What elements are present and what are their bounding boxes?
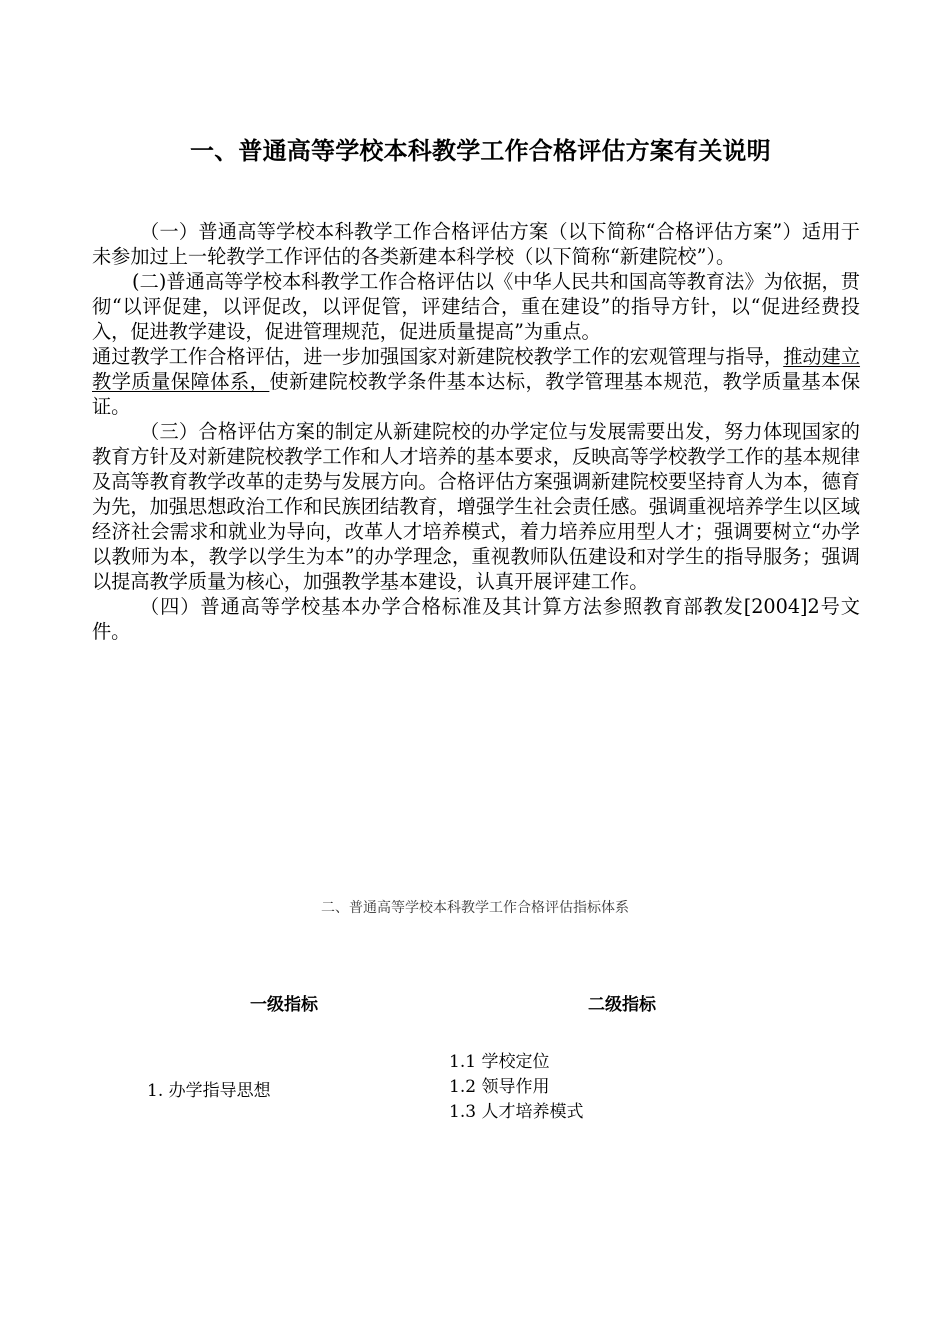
section-2-title: 二、普通高等学校本科教学工作合格评估指标体系 — [321, 900, 629, 916]
paragraph-2-text-b: 使新建院校教学条件基本达标，教学管理基本规范，教学质量基本保证。 — [92, 370, 861, 418]
explanation-body — [92, 219, 860, 644]
paragraph-2: (二)普通高等学校本科教学工作合格评估以《中华人民共和国高等教育法》为依据，贯彻“以评促建，以评促改，以评促管，评建结合，重在建设”的指导方针，以“促进经费投入，促进教学建设，促进管理规范，促进质量提高”为重点。 — [92, 270, 860, 343]
underlined-phrase: 推动建立教学质量保障体系， — [92, 345, 861, 393]
level-1-indicator: 1. 办学指导思想 — [147, 1081, 271, 1101]
level-2-list — [449, 1050, 583, 1125]
level-2-item: 1.2 领导作用 — [449, 1077, 550, 1097]
paragraph-4: （四）普通高等学校基本办学合格标准及其计算方法参照教育部教发[2004]2号文件。 — [92, 595, 860, 643]
level-2-item: 1.1 学校定位 — [449, 1052, 550, 1072]
page-title: 一、普通高等学校本科教学工作合格评估方案有关说明 — [190, 137, 771, 165]
paragraph-3: （三）合格评估方案的制定从新建院校的办学定位与发展需要出发，努力体现国家的教育方针及对新建院校教学工作和人才培养的基本要求，反映高等学校教学工作的基本规律及高等教育教学改革的走势与发展方向。合格评估方案强调新建院校要坚持育人为本，德育为先，加强思想政治工作和民族团结教育，增强学生社会责任感。强调重视培养学生以区域经济社会需求和就业为导向，改革人才培养模式，着力培养应用型人才；强调要树立“办学以教师为本，教学以学生为本”的办学理念，重视教师队伍建设和对学生的指导服务；强调以提高教学质量为核心，加强教学基本建设，认真开展评建工作。 — [92, 420, 860, 593]
level-2-header: 二级指标 — [588, 995, 656, 1015]
level-1-header: 一级指标 — [250, 995, 318, 1015]
paragraph-2-continued — [92, 344, 860, 419]
paragraph-2-text-a: 通过教学工作合格评估，进一步加强国家对新建院校教学工作的宏观管理与指导， — [92, 345, 784, 368]
level-2-item: 1.3 人才培养模式 — [449, 1102, 584, 1122]
paragraph-1: （一）普通高等学校本科教学工作合格评估方案（以下简称“合格评估方案”）适用于未参加过上一轮教学工作评估的各类新建本科学校（以下简称“新建院校”）。 — [92, 220, 860, 268]
